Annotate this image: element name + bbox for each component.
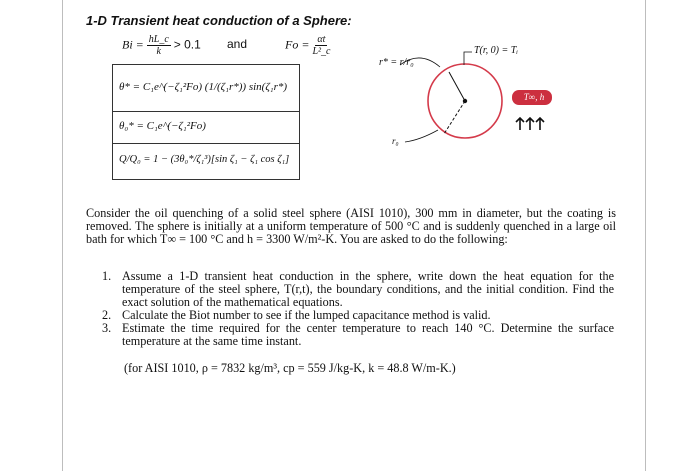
problem-statement: Consider the oil quenching of a solid steel sphere (AISI 1010), 300 mm in diameter, but the coating is removed. The sphere is initially at a uniform temperature of 500 °C and is suddenly quenched in a large oil bath for which T∞ = 100 °C and h = 3300 W/m²-K. You are asked to do the following: bbox=[86, 206, 616, 246]
temperature-solution: θ* = C₁e^(−ζ₁²Fo) (1/(ζ₁r*)) sin(ζ₁r*) bbox=[119, 81, 288, 93]
task-list bbox=[102, 270, 614, 348]
list-item bbox=[102, 270, 614, 309]
bi-label: Bi = bbox=[122, 37, 144, 52]
table-row bbox=[113, 111, 299, 144]
and-word: and bbox=[227, 37, 248, 51]
bi-numerator: hL_c bbox=[148, 34, 169, 45]
table-row bbox=[113, 143, 299, 179]
r-star-label: r* = r/r₀ bbox=[379, 57, 414, 68]
convection-arrows-icon bbox=[516, 118, 544, 130]
boundary-leader bbox=[464, 52, 472, 65]
task-text: Assume a 1-D transient heat conduction in the sphere, write down the heat equation for the temperature of the steel sphere, T(r,t), the boundary conditions, and the initial condition. Find the exact solution of the mathematical equations. bbox=[122, 269, 614, 309]
fo-fraction bbox=[312, 34, 330, 57]
biot-criterion bbox=[122, 34, 201, 57]
bi-fraction bbox=[147, 34, 171, 57]
fo-denominator: L²_c bbox=[312, 46, 331, 57]
center-temperature-solution: θ₀* = C₁e^(−ζ₁²Fo) bbox=[119, 120, 206, 132]
fourier-definition bbox=[285, 34, 330, 57]
radius-r-line bbox=[449, 72, 465, 101]
bi-condition: > 0.1 bbox=[173, 37, 201, 52]
table-row bbox=[113, 65, 299, 112]
task-number: 2. bbox=[102, 308, 112, 322]
task-number: 3. bbox=[102, 321, 112, 335]
fo-numerator: αt bbox=[317, 34, 326, 45]
boundary-label: T(r, 0) = Tᵢ bbox=[474, 45, 518, 56]
task-text: Calculate the Biot number to see if the lumped capacitance method is valid. bbox=[122, 308, 491, 322]
fo-label: Fo = bbox=[285, 37, 310, 52]
bi-denominator: k bbox=[156, 46, 161, 57]
section-title: 1-D Transient heat conduction of a Sphere: bbox=[86, 13, 352, 28]
material-properties: (for AISI 1010, ρ = 7832 kg/m³, cp = 559 J/kg-K, k = 48.8 W/m-K.) bbox=[124, 361, 456, 375]
radius-r0-line bbox=[444, 101, 465, 134]
fluid-label: T∞, h bbox=[523, 92, 545, 102]
list-item bbox=[102, 322, 614, 348]
task-number: 1. bbox=[102, 269, 112, 283]
solution-table bbox=[112, 64, 300, 180]
heat-transfer-ratio: Q/Q₀ = 1 − (3θ₀*/ζ₁³)[sin ζ₁ − ζ₁ cos ζ₁] bbox=[119, 154, 290, 165]
radius-leader bbox=[405, 130, 438, 142]
radius-label: r₀ bbox=[392, 136, 399, 146]
task-text: Estimate the time required for the center temperature to reach 140 °C. Determine the surface temperature at the same time instant. bbox=[122, 321, 614, 348]
